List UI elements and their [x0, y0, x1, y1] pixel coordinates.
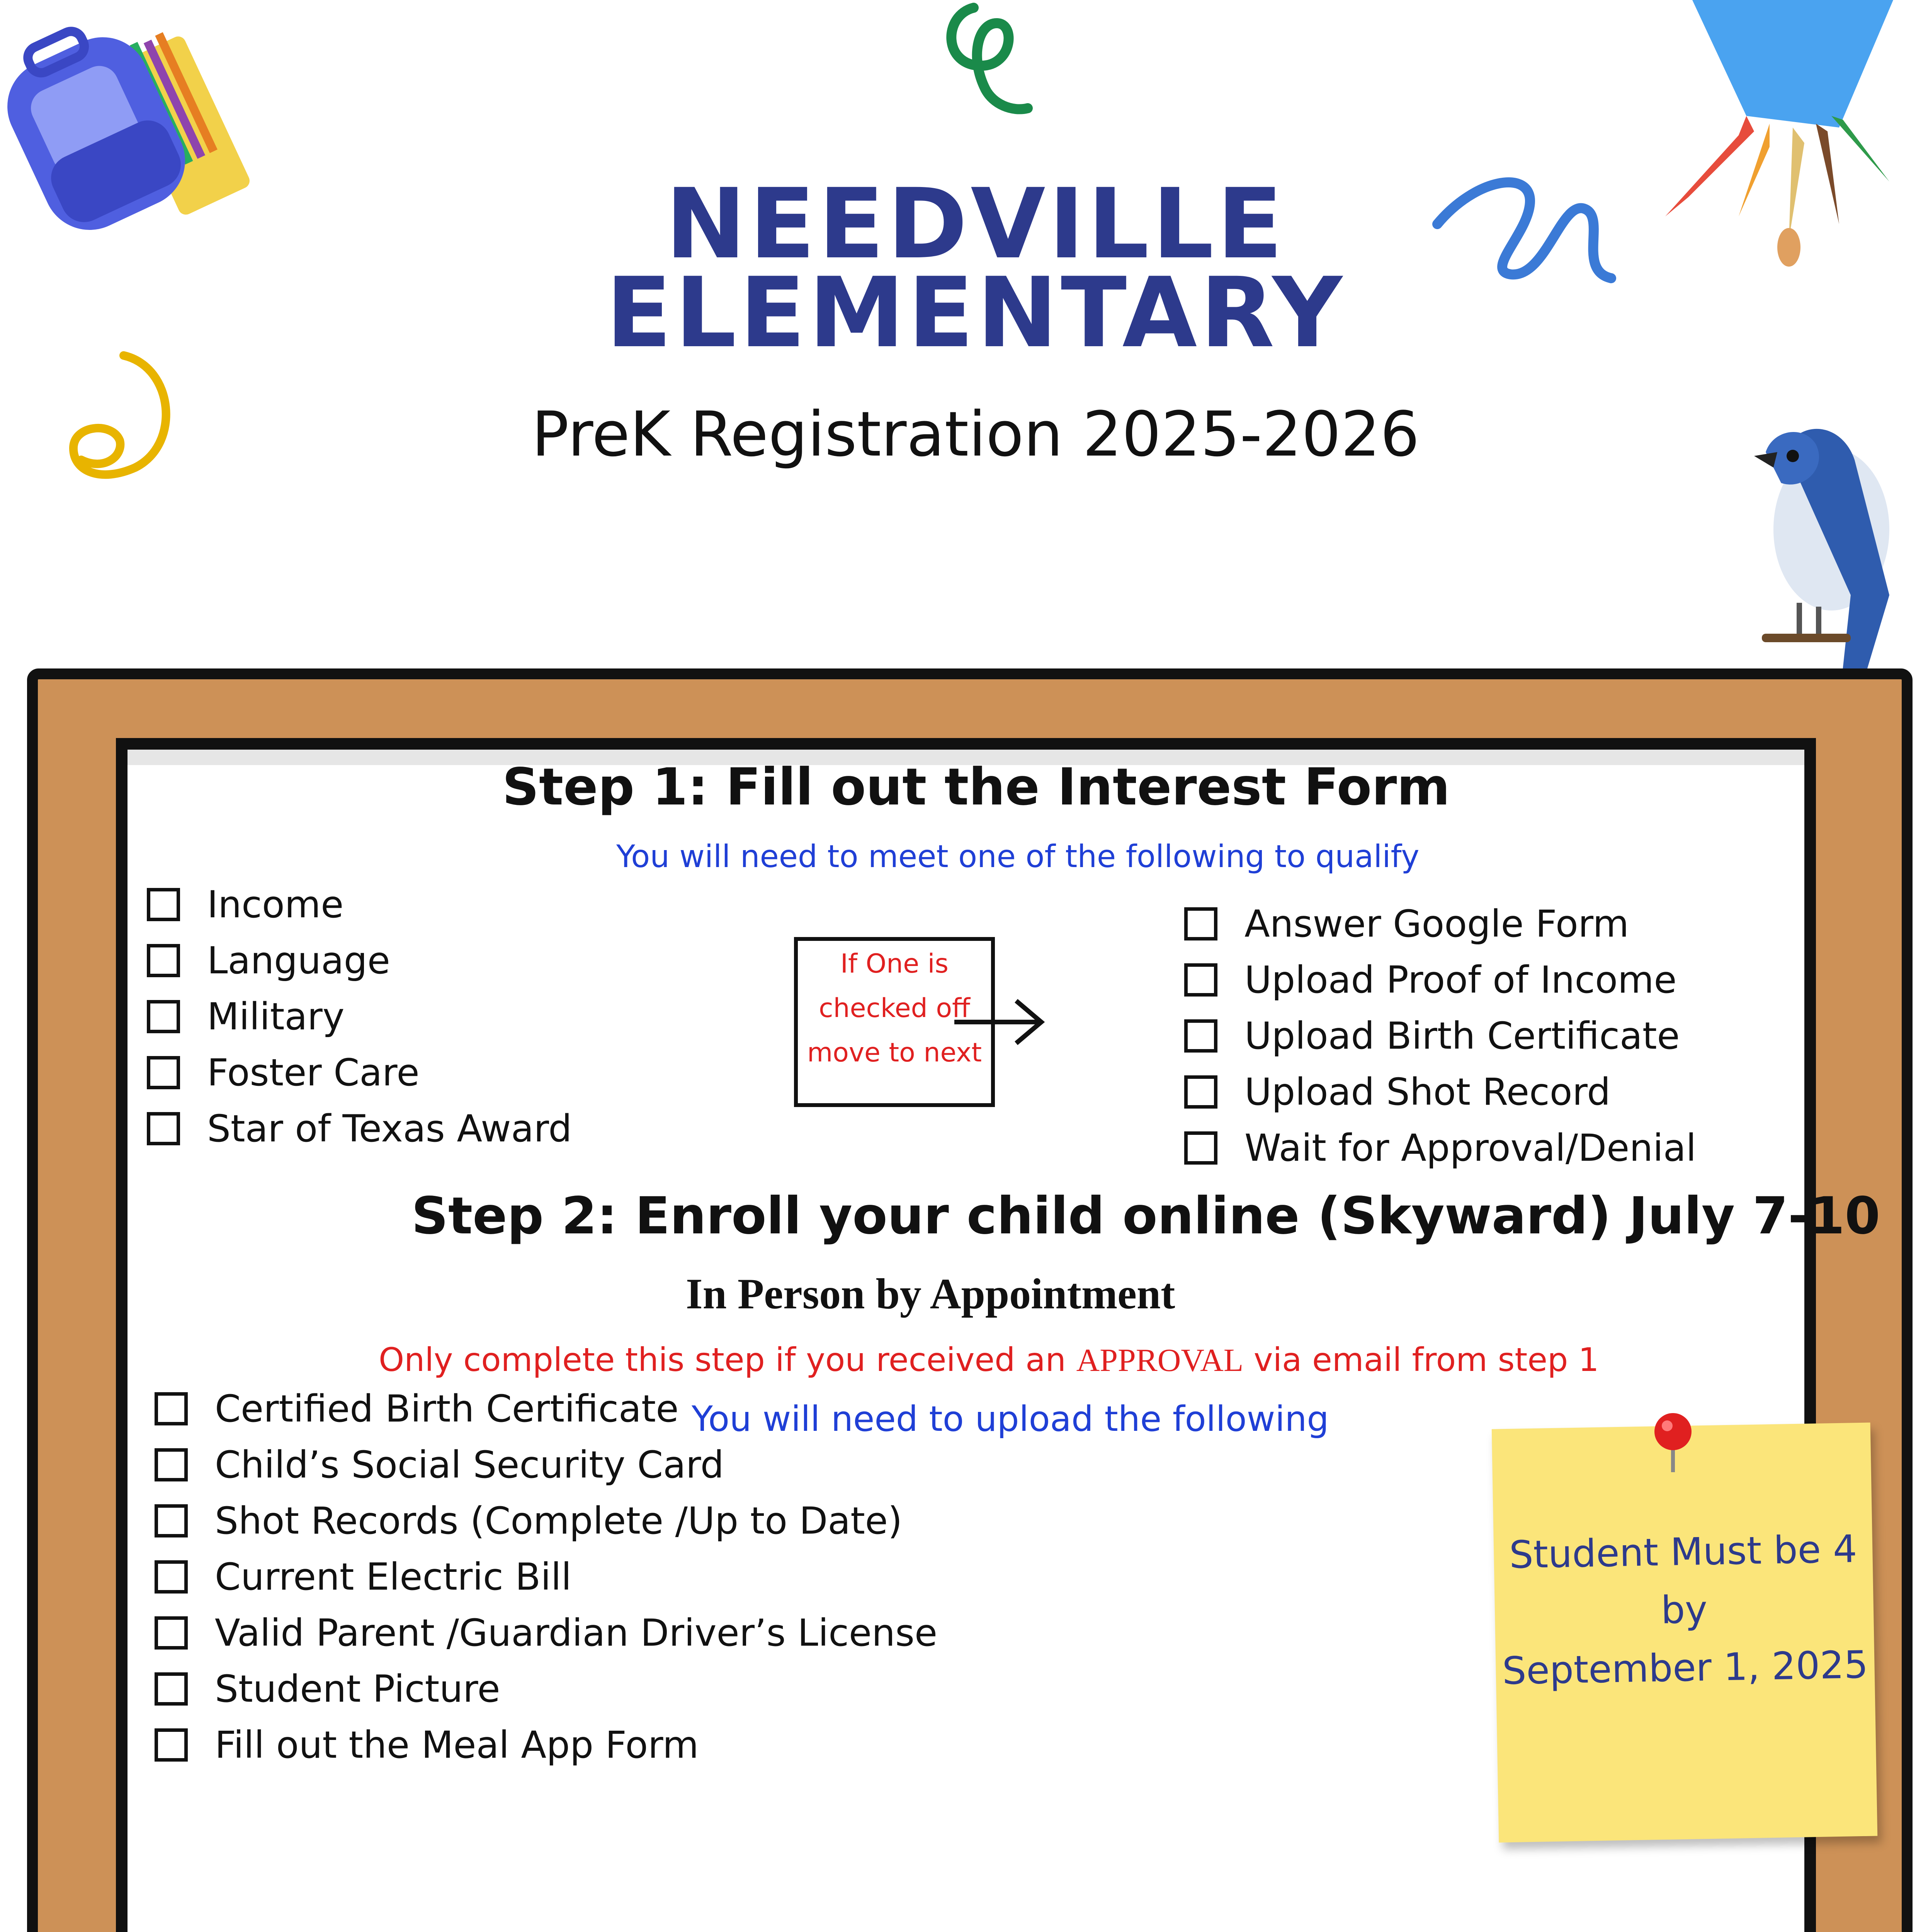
approval-warning — [379, 1341, 1599, 1379]
checkbox[interactable] — [147, 888, 180, 921]
in-person-note: In Person by Appointment — [686, 1270, 1175, 1318]
sticky-line: Student Must be 4 — [1509, 1527, 1858, 1577]
green-squiggle — [920, 0, 1035, 120]
checkbox[interactable] — [155, 1616, 188, 1650]
checkbox[interactable] — [147, 1056, 180, 1089]
next-step-item[interactable] — [1184, 1070, 1610, 1114]
step1-heading: Step 1: Fill out the Interest Form — [502, 757, 1450, 817]
qualifier-label: Language — [207, 939, 390, 982]
checkbox[interactable] — [155, 1560, 188, 1594]
document-item[interactable] — [155, 1723, 699, 1767]
red-pushpin-icon — [1650, 1410, 1696, 1476]
checkbox[interactable] — [1184, 1075, 1217, 1109]
qualifier-item[interactable] — [147, 883, 343, 926]
document-item[interactable] — [155, 1555, 571, 1599]
next-step-label: Upload Birth Certificate — [1244, 1014, 1680, 1058]
next-step-label: Answer Google Form — [1244, 902, 1629, 946]
pencils-brushes-illustration — [1623, 0, 1916, 270]
qualifier-label: Star of Texas Award — [207, 1107, 572, 1150]
checkbox[interactable] — [147, 944, 180, 977]
backpack-supplies-illustration — [0, 0, 278, 263]
checkbox[interactable] — [155, 1504, 188, 1537]
step1-qualify-note: You will need to meet one of the following to qualify — [616, 838, 1420, 874]
warning-emphasis: APPROVAL — [1076, 1342, 1244, 1378]
note-line: If One is — [840, 949, 949, 979]
document-label: Valid Parent /Guardian Driver’s License — [215, 1611, 938, 1655]
checkbox[interactable] — [147, 1000, 180, 1033]
checkbox[interactable] — [1184, 963, 1217, 997]
document-label: Child’s Social Security Card — [215, 1443, 724, 1486]
sticky-line: by — [1660, 1587, 1708, 1633]
step2-heading: Step 2: Enroll your child online (Skyward) July 7-10 — [411, 1186, 1880, 1246]
checkbox[interactable] — [1184, 1131, 1217, 1165]
qualifier-label: Income — [207, 883, 344, 926]
note-line: checked off — [819, 993, 970, 1024]
document-item[interactable] — [155, 1611, 937, 1655]
registration-subtitle: PreK Registration 2025-2026 — [532, 398, 1420, 470]
checkbox[interactable] — [155, 1448, 188, 1481]
upload-note: You will need to upload the following — [692, 1399, 1329, 1439]
checkbox[interactable] — [155, 1728, 188, 1762]
sticky-line: September 1, 2025 — [1502, 1643, 1868, 1694]
document-item[interactable] — [155, 1667, 500, 1711]
next-step-item[interactable] — [1184, 958, 1677, 1002]
warning-suffix: via email from step 1 — [1243, 1341, 1599, 1379]
checkbox[interactable] — [155, 1672, 188, 1706]
school-name-line2: ELEMENTARY — [605, 257, 1346, 369]
checkbox[interactable] — [1184, 1019, 1217, 1053]
qualifier-item[interactable] — [147, 939, 390, 982]
document-item[interactable] — [155, 1387, 679, 1430]
document-label: Certified Birth Certificate — [215, 1387, 679, 1430]
arrow-right-icon — [950, 995, 1051, 1049]
age-requirement-sticky-note — [1492, 1423, 1878, 1843]
document-item[interactable] — [155, 1443, 724, 1486]
note-line: move to next — [807, 1037, 982, 1068]
checkbox[interactable] — [1184, 907, 1217, 940]
qualifier-item[interactable] — [147, 1051, 420, 1094]
checkbox[interactable] — [147, 1112, 180, 1145]
next-step-label: Upload Shot Record — [1244, 1070, 1611, 1114]
document-item[interactable] — [155, 1499, 902, 1543]
next-step-item[interactable] — [1184, 902, 1629, 946]
qualifier-label: Foster Care — [207, 1051, 420, 1094]
qualifier-item[interactable] — [147, 1107, 572, 1150]
checkbox[interactable] — [155, 1392, 188, 1425]
next-step-item[interactable] — [1184, 1014, 1680, 1058]
document-label: Fill out the Meal App Form — [215, 1723, 699, 1767]
qualifier-label: Military — [207, 995, 345, 1038]
warning-prefix: Only complete this step if you received an — [379, 1341, 1076, 1379]
school-name-line1: NEEDVILLE — [665, 168, 1286, 280]
document-label: Shot Records (Complete /Up to Date) — [215, 1499, 903, 1543]
next-step-item[interactable] — [1184, 1126, 1696, 1170]
document-label: Current Electric Bill — [215, 1555, 572, 1599]
document-label: Student Picture — [215, 1667, 500, 1711]
yellow-swirl — [58, 344, 197, 506]
qualifier-item[interactable] — [147, 995, 345, 1038]
next-step-label: Wait for Approval/Denial — [1244, 1126, 1697, 1170]
next-step-label: Upload Proof of Income — [1244, 958, 1677, 1002]
